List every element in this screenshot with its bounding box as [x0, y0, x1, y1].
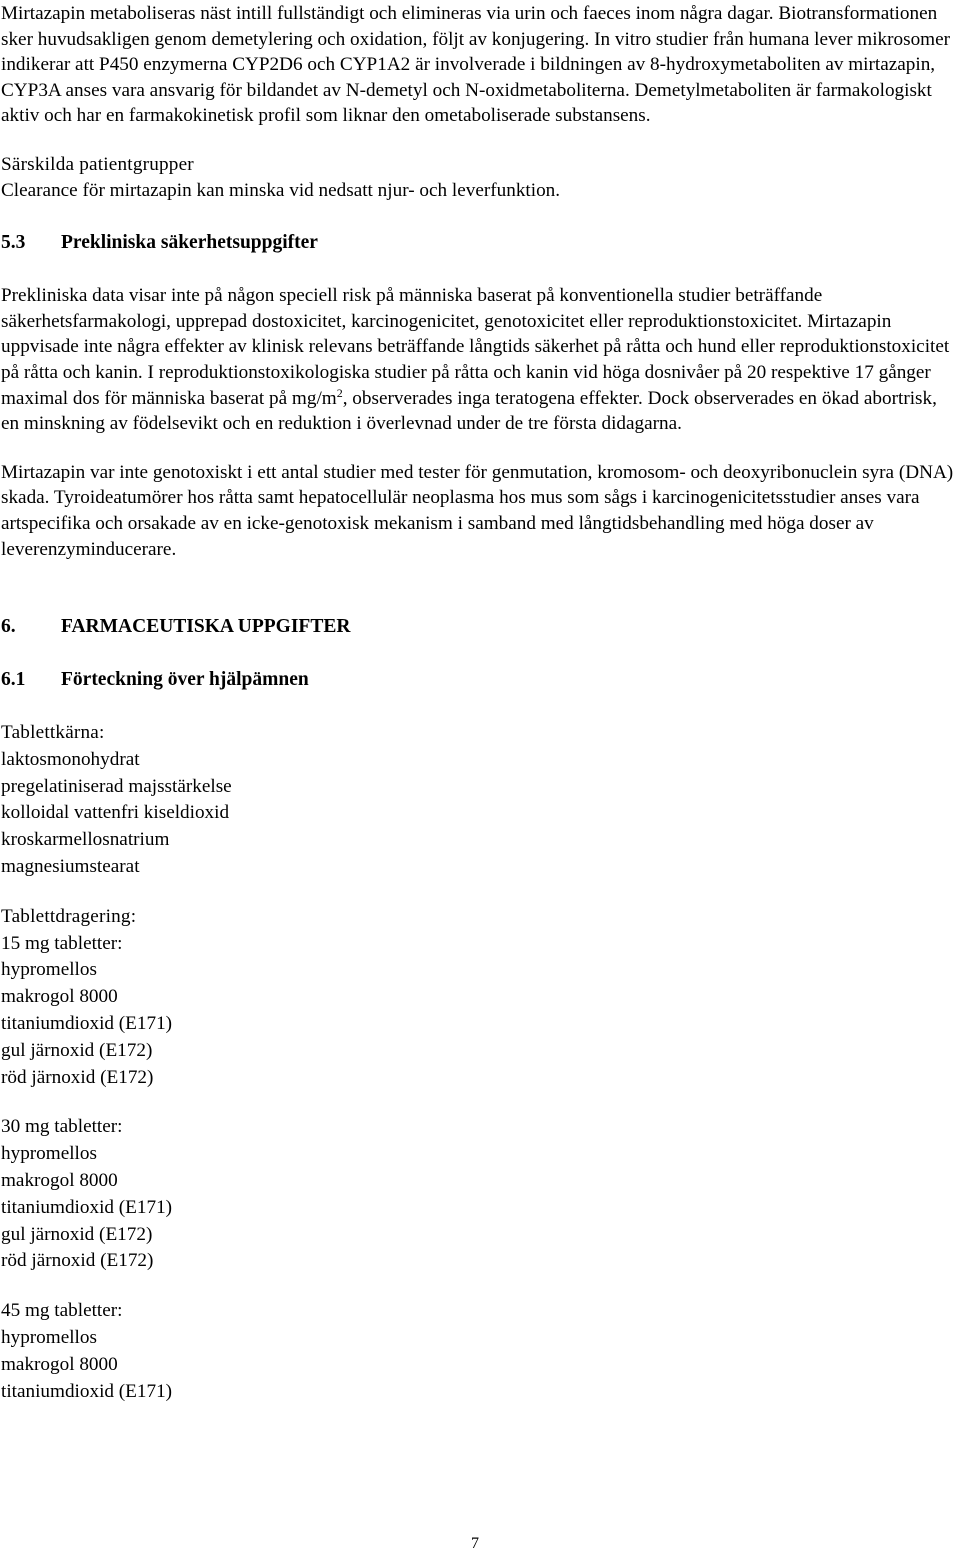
section-6-number: 6. [1, 616, 16, 638]
list-item: pregelatiniserad majsstärkelse [1, 775, 232, 797]
page-number: 7 [471, 1535, 479, 1552]
special-groups-heading: Särskilda patientgrupper [1, 153, 194, 175]
preclinical-paragraph-1 [1, 283, 959, 437]
list-item: hypromellos [1, 1327, 97, 1349]
list-item: gul järnoxid (E172) [1, 1039, 153, 1061]
section-6-title: FARMACEUTISKA UPPGIFTER [61, 616, 351, 638]
list-item: gul järnoxid (E172) [1, 1223, 153, 1245]
list-item: titaniumdioxid (E171) [1, 1013, 173, 1035]
list-item: titaniumdioxid (E171) [1, 1196, 173, 1218]
coating-30mg-list [1, 1114, 959, 1275]
preclinical-text-b: , observerades inga teratogena effekter. Dock observerades en ökad abortrisk, en minskning av födelsevikt och en reduktion i överlevnad under de tre första didagarna. [1, 387, 937, 435]
list-item: röd järnoxid (E172) [1, 1250, 154, 1272]
preclinical-paragraph-2: Mirtazapin var inte genotoxiskt i ett antal studier med tester för genmutation, kromosom- och deoxyribonuclein syra (DNA) skada. Tyroideatumörer hos råtta samt hepatocellulär neoplasma hos mus som sågs i karcinogenicitetsstudier anses vara artspecifika och orsakade av en icke-genotoxisk mekanism i samband med långtidsbehandling med höga doser av leverenzyminducerare. [1, 461, 954, 560]
section-5-3-title: Prekliniska säkerhetsuppgifter [61, 232, 318, 254]
list-item: makrogol 8000 [1, 1353, 118, 1375]
preclinical-text-a: Prekliniska data visar inte på någon speciell risk på människa baserat på konventionella studier beträffande säkerhetsfarmakologi, upprepad dostoxicitet, karcinogenicitet, genotoxicitet eller reproduktionstoxicitet. Mirtazapin uppvisade inte några effekter av klinisk relevans beträffande långtids säkerhet på råtta och hund eller reproduktionstoxicitet på råtta och kanin. I reproduktionstoxikologiska studier på råtta och kanin vid höga dosnivåer på 20 respektive 17 gånger maximal dos för människa baserat på mg/m [1, 285, 950, 409]
core-heading: Tablettkärna: [1, 722, 105, 744]
list-item: laktosmonohydrat [1, 748, 140, 770]
list-item: makrogol 8000 [1, 986, 118, 1008]
core-excipients-list [1, 720, 959, 881]
section-6-1-heading [1, 667, 959, 693]
metabolism-paragraph: Mirtazapin metaboliseras näst intill fullständigt och elimineras via urin och faeces inom några dagar. Biotransformationen sker huvudsakligen genom demetylering och oxidation, följt av konjugering. In vitro studier från humana lever mikrosomer indikerar att P450 enzymerna CYP2D6 och CYP1A2 är involverade i bildningen av 8-hydroxymetaboliten av mirtazapin, CYP3A anses vara ansvarig för bildandet av N-demetyl och N-oxidmetaboliterna. Demetylmetaboliten är farmakologiskt aktiv och har en farmakokinetisk profil som liknar den ometaboliserade substansens. [1, 3, 951, 127]
coating-15mg-label: 15 mg tabletter: [1, 932, 123, 954]
list-item: kolloidal vattenfri kiseldioxid [1, 802, 230, 824]
list-item: makrogol 8000 [1, 1170, 118, 1192]
superscript: 2 [336, 385, 343, 400]
list-item: hypromellos [1, 959, 97, 981]
section-6-1-title: Förteckning över hjälpämnen [61, 669, 309, 691]
section-5-3-heading [1, 230, 959, 256]
list-item: magnesiumstearat [1, 856, 140, 878]
coating-15mg-list [1, 904, 959, 1092]
section-6-1-number: 6.1 [1, 669, 26, 691]
document-page [1, 0, 959, 1405]
section-5-3-number: 5.3 [1, 232, 26, 254]
list-item: kroskarmellosnatrium [1, 829, 170, 851]
coating-45mg-label: 45 mg tabletter: [1, 1300, 123, 1322]
list-item: hypromellos [1, 1143, 97, 1165]
list-item: titaniumdioxid (E171) [1, 1380, 173, 1402]
list-item: röd järnoxid (E172) [1, 1066, 154, 1088]
coating-heading: Tablettdragering: [1, 905, 137, 927]
special-groups-text: Clearance för mirtazapin kan minska vid nedsatt njur- och leverfunktion. [1, 179, 561, 201]
coating-45mg-list [1, 1298, 959, 1405]
section-6-heading [1, 614, 959, 640]
coating-30mg-label: 30 mg tabletter: [1, 1116, 123, 1138]
